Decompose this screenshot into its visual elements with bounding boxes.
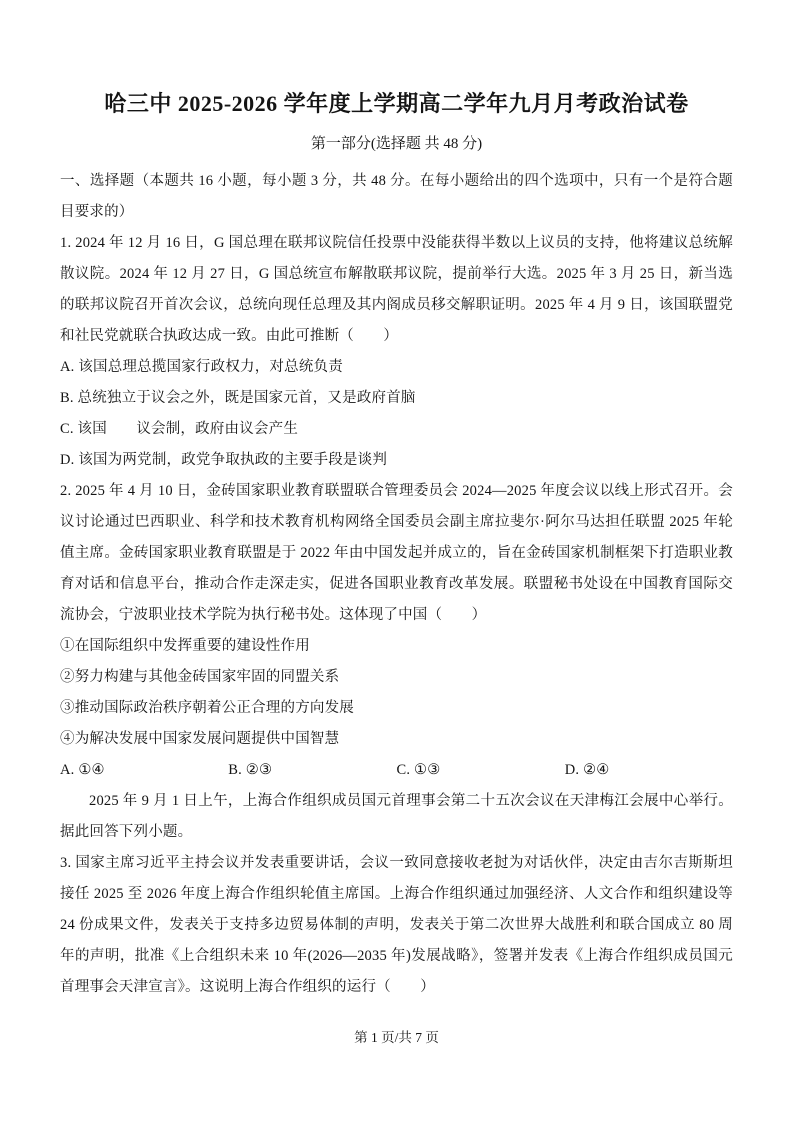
question-1-option-a: A. 该国总理总揽国家行政权力，对总统负责 — [60, 359, 343, 375]
question-2-choice-b: B. ②③ — [228, 762, 273, 778]
question-2-item-4: ④为解决发展中国家发展问题提供中国智慧 — [60, 731, 340, 747]
question-1-option-d: D. 该国为两党制，政党争取执政的主要手段是谈判 — [60, 452, 388, 468]
question-2-choice-a: A. ①④ — [60, 762, 105, 778]
question-3-stem: 3. 国家主席习近平主持会议并发表重要讲话，会议一致同意接收老挝为对话伙伴，决定由吉尔吉斯斯坦接任 2025 至 2026 年度上海合作组织轮值主席国。上海合作组织通过加强经济、人文合作和组织建设等 24 份成果文件，发表关于支持多边贸易体制的声明，发表关于第二次世界大战胜利和联合国成立 80 周年的声明，批准《上合组织未来 10 年(2026—2035 年)发展战略》，签署并发表《上海合作组织成员国元首理事会天津宣言》。这说明上海合作组织的运行（ ） — [60, 855, 733, 995]
question-1-option-c: C. 该国 议会制，政府由议会产生 — [60, 421, 299, 437]
question-1-stem: 1. 2024 年 12 月 16 日，G 国总理在联邦议院信任投票中没能获得半数以上议员的支持，他将建议总统解散议院。2024 年 12 月 27 日，G 国总统宣布解散联邦议院，提前举行大选。2025 年 3 月 25 日，新当选的联邦议院召开首次会议，总统向现任总理及其内阁成员移交解职证明。2025 年 4 月 9 日，该国联盟党和社民党就联合执政达成一致。由此可推断（ ） — [60, 235, 733, 344]
shared-passage: 2025 年 9 月 1 日上午，上海合作组织成员国元首理事会第二十五次会议在天津梅江会展中心举行。据此回答下列小题。 — [60, 793, 733, 840]
paper-title: 哈三中 2025-2026 学年度上学期高二学年九月月考政治试卷 — [104, 91, 689, 116]
question-2-choice-row — [60, 755, 733, 786]
page-number: 第 1 页/共 7 页 — [354, 1030, 439, 1045]
question-2-choice-d: D. ②④ — [564, 762, 610, 778]
question-2-item-1: ①在国际组织中发挥重要的建设性作用 — [60, 638, 310, 654]
question-1-option-b: B. 总统独立于议会之外，既是国家元首，又是政府首脑 — [60, 390, 416, 406]
section-instructions: 一、选择题（本题共 16 小题，每小题 3 分，共 48 分。在每小题给出的四个选项中，只有一个是符合题目要求的） — [60, 173, 733, 220]
question-2-stem: 2. 2025 年 4 月 10 日，金砖国家职业教育联盟联合管理委员会 2024—2025 年度会议以线上形式召开。会议讨论通过巴西职业、科学和技术教育机构网络全国委员会副主席拉斐尔·阿尔马达担任联盟 2025 年轮值主席。金砖国家职业教育联盟是于 2022 年由中国发起并成立的，旨在金砖国家机制框架下打造职业教育对话和信息平台，推动合作走深走实，促进各国职业教育改革发展。联盟秘书处设在中国教育国际交流协会，宁波职业技术学院为执行秘书处。这体现了中国（ ） — [60, 483, 733, 623]
question-2-item-2: ②努力构建与其他金砖国家牢固的同盟关系 — [60, 669, 340, 685]
question-2-item-3: ③推动国际政治秩序朝着公正合理的方向发展 — [60, 700, 354, 716]
part-heading: 第一部分(选择题 共 48 分) — [310, 136, 483, 152]
question-2-choice-c: C. ①③ — [396, 762, 441, 778]
